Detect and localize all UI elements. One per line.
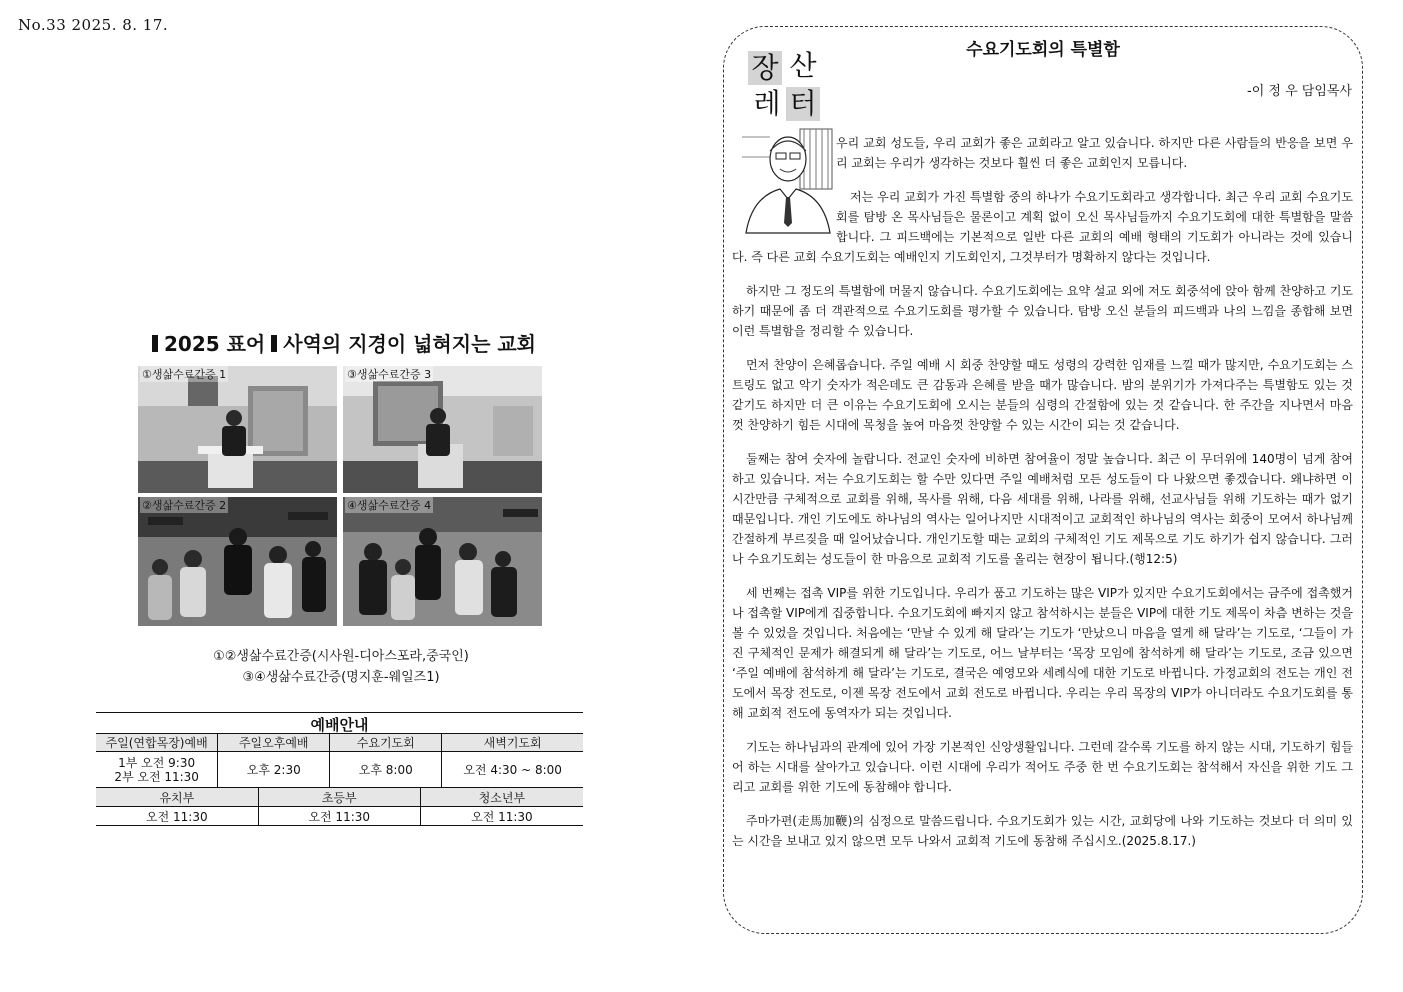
photo-grid xyxy=(138,366,542,626)
table-cell: 오후 8:00 xyxy=(330,752,442,788)
portrait-spacer xyxy=(732,133,836,233)
service-time: 1부 오전 9:30 xyxy=(118,755,196,770)
photo-caption-line: ①②생삶수료간증(시사원-디아스포라,중국인) xyxy=(213,649,469,664)
letter-paragraph: 하지만 그 정도의 특별함에 머물지 않습니다. 수요기도회에는 요약 설교 외에 저도 회중석에 앉아 함께 찬양하고 기도하기 때문에 좀 더 객관적으로 수요기도회를 평가할 수 있습니다. 탐방 오신 분들의 피드백과 나의 느낌을 종합해 보면 이런 특별함을 정리할 수 있습니다. xyxy=(732,284,1353,338)
letter-paragraph: 먼저 찬양이 은혜롭습니다. 주일 예배 시 회중 찬양할 때도 성령의 강력한 임재를 느낄 때가 많지만, 수요기도회는 스트링도 없고 악기 숫자가 적은데도 큰 감동과 은혜를 받을 때가 많습니다. 밤의 분위기가 가져다주는 특별함도 있는 것 같기도 하지만 더 큰 이유는 수요기도회에 오시는 분들의 심령의 간절함에 있는 것 같습니다. 한 주간을 지나면서 마음껏 찬양하기 힘든 시대에 목청을 높여 마음껏 찬양할 수 있는 시간이 되는 것 같습니다. xyxy=(732,358,1353,432)
photo-captions xyxy=(96,646,586,688)
table-cell: 오전 11:30 xyxy=(258,807,420,826)
letter-paragraph: 저는 우리 교회가 가진 특별함 중의 하나가 수요기도회라고 생각합니다. 최근 우리 교회 수요기도회를 탐방 온 목사님들은 물론이고 계획 없이 오신 목사님들까지 수요기도회에 대한 특별함을 말씀합니다. 그 피드백에는 기본적으로 일반 다른 교회의 예배 형태의 기도회가 아니라는 것에 있습니다. 즉 다른 교회 수요기도회는 예배인지 기도회인지, 그것부터가 명확하지 않다는 것입니다. xyxy=(732,190,1353,264)
letter-paragraph: 기도는 하나님과의 관계에 있어 가장 기본적인 신앙생활입니다. 그런데 갈수록 기도를 하지 않는 시대, 기도하기 힘들어 하는 시대를 살아가고 있습니다. 이런 시대에 우리가 적어도 주중 한 번 수요기도회는 참석해서 자신을 위한 기도 그리고 교회를 위한 기도에 동참해야 합니다. xyxy=(732,740,1353,794)
table-cell: 오전 11:30 xyxy=(96,807,258,826)
worship-schedule xyxy=(96,712,583,826)
column-badge xyxy=(748,49,822,123)
letter-paragraph: 둘째는 참여 숫자에 놀랍니다. 전교인 숫자에 비하면 참여율이 정말 높습니다. 최근 이 무더위에 140명이 넘게 참여하고 있습니다. 저는 수요기도회는 할 수만 있다면 주일 예배처럼 모든 성도들이 다 나왔으면 좋겠습니다. 왜냐하면 이 시간만큼 구체적으로 교회를 위해, 목사를 위해, 다음 세대를 위해, 나라를 위해, 선교사님들 위해 기도하는 때가 없기 때문입니다. 개인 기도에도 하나님의 역사는 일어나지만 시대적이고 교회적인 하나님의 역사는 회중이 모여서 하나님께 간절하게 부르짖을 때 일어났습니다. 개인기도할 때는 교회의 구체적인 기도 제목으로 기도 하기가 쉽지 않습니다. 그러나 수요기도회는 성도들이 한 마음으로 교회적 기도를 올리는 현장이 됩니다.(행12:5) xyxy=(732,452,1353,566)
testimony-photo xyxy=(343,497,542,626)
worship-table-school xyxy=(96,787,583,826)
testimony-photo xyxy=(343,366,542,493)
badge-char: 터 xyxy=(786,87,820,121)
photo-caption: ②생삶수료간증 2 xyxy=(142,499,227,512)
table-header: 유치부 xyxy=(96,788,258,807)
letter-author: -이 정 우 담임목사 xyxy=(1247,84,1352,99)
table-header: 주일오후예배 xyxy=(218,734,330,752)
badge-char: 레 xyxy=(753,87,781,120)
testimony-photo-image xyxy=(138,366,337,493)
testimony-photo-image xyxy=(138,497,337,626)
letter-paragraph: 우리 교회 성도들, 우리 교회가 좋은 교회라고 알고 있습니다. 하지만 다른 사람들의 반응을 보면 우리 교회는 우리가 생각하는 것보다 훨씬 더 좋은 교회인지 모릅니다. xyxy=(836,136,1353,170)
worship-table-main xyxy=(96,733,583,788)
pastor-letter xyxy=(723,26,1363,934)
church-motto xyxy=(96,328,586,357)
table-header: 수요기도회 xyxy=(330,734,442,752)
worship-schedule-title: 예배안내 xyxy=(96,712,583,733)
testimony-photo xyxy=(138,497,337,626)
badge-char: 산 xyxy=(789,49,817,82)
photo-caption: ①생삶수료간증 1 xyxy=(142,368,227,381)
photo-caption: ③생삶수료간증 3 xyxy=(347,368,432,381)
table-cell: 오전 4:30 ~ 8:00 xyxy=(442,752,583,788)
testimony-photo xyxy=(138,366,337,493)
table-cell xyxy=(96,752,218,788)
issue-number: No.33 2025. 8. 17. xyxy=(18,16,169,34)
photo-caption: ④생삶수료간증 4 xyxy=(347,499,432,512)
letter-paragraph: 세 번째는 접촉 VIP를 위한 기도입니다. 우리가 품고 기도하는 많은 VIP가 있지만 수요기도회에서는 금주에 접촉했거나 접촉할 VIP에게 집중합니다. 수요기도회에 빠지지 않고 참석하시는 분들은 VIP에 대한 기도 제목이 차츰 변하는 것을 볼 수 있었을 것입니다. 처음에는 ‘만날 수 있게 해 달라’는 기도가 ‘만났으니 마음을 열게 해 달라’는 기도로, ‘그들이 가진 구체적인 문제가 해결되게 해 달라’는 기도로, 어느 날부터는 ‘목장 모임에 참석하게 해 달라’는 기도로, 조금 있으면 ‘주일 예배에 참석하게 해 달라’는 기도로, 결국은 예영모와 세례식에 대한 기도로 바뀝니다. 가정교회의 전도는 개인 전도에서 목장 전도로, 이젠 목장 전도에서 교회 전도로 바뀝니다. 우리는 우리 목장의 VIP가 아니더라도 수요기도회를 통해 교회적 전도에 동역자가 되는 것입니다. xyxy=(732,586,1353,720)
motto-text: 사역의 지경이 넓혀지는 교회 xyxy=(283,332,536,356)
table-header: 새벽기도회 xyxy=(442,734,583,752)
table-header: 청소년부 xyxy=(420,788,583,807)
table-cell: 오후 2:30 xyxy=(218,752,330,788)
table-cell: 오전 11:30 xyxy=(420,807,583,826)
photo-caption-line: ③④생삶수료간증(명지훈-웨일즈1) xyxy=(242,670,440,685)
service-time: 2부 오전 11:30 xyxy=(114,769,199,784)
letter-paragraph: 주마가편(走馬加鞭)의 심정으로 말씀드립니다. 수요기도회가 있는 시간, 교회당에 나와 기도하는 것보다 더 의미 있는 시간을 보내고 있지 않으면 모두 나와서 교회적 기도에 동참해 주십시오.(2025.8.17.) xyxy=(732,814,1353,848)
table-header: 주일(연합목장)예배 xyxy=(96,734,218,752)
motto-block-mark xyxy=(152,335,158,352)
testimony-photo-image xyxy=(343,497,542,626)
table-header: 초등부 xyxy=(258,788,420,807)
testimony-photo-image xyxy=(343,366,542,493)
motto-block-mark xyxy=(271,335,277,352)
letter-title: 수요기도회의 특별함 xyxy=(966,40,1120,60)
motto-year-label: 2025 표어 xyxy=(163,332,266,356)
badge-char: 장 xyxy=(748,51,782,85)
letter-body xyxy=(732,133,1353,865)
